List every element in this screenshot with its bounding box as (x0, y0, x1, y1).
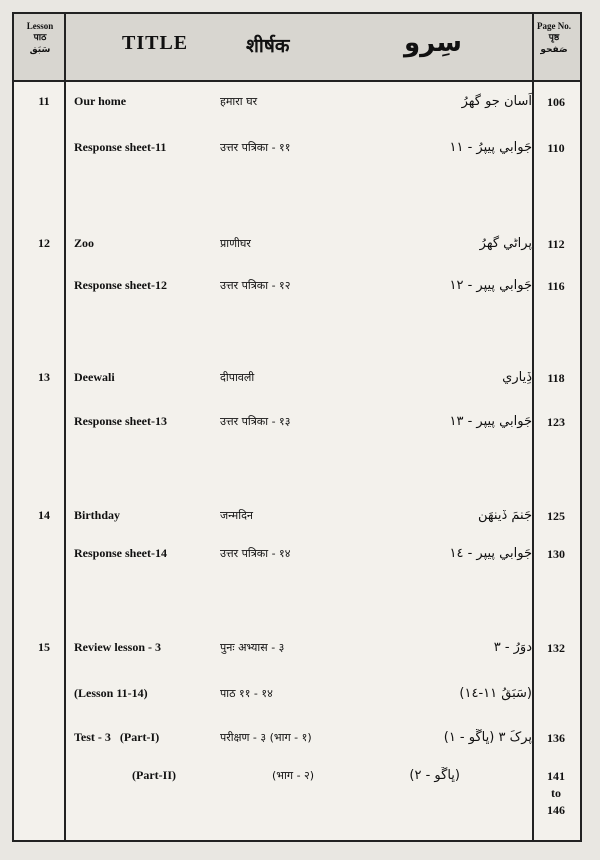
title-english: Response sheet-13 (74, 414, 167, 428)
title-english: Deewali (74, 370, 115, 384)
title-hindi: उत्तर पत्रिका - ११ (220, 141, 291, 154)
title-urdu: جَوابي پيپرُ - ١١ (449, 140, 532, 155)
title-english: Birthday (74, 508, 121, 522)
page-number: 123 (547, 415, 565, 429)
title-urdu: پراڻي گهرُ (479, 236, 532, 251)
lesson-label-en: Lesson (26, 21, 54, 31)
title-english: Response sheet-14 (74, 546, 167, 560)
toc-row (14, 370, 580, 394)
page-number: 141 to 146 (547, 769, 565, 817)
page-number: 136 (547, 731, 565, 745)
lesson-label-hi: पाठ (33, 33, 47, 43)
title-hindi: हमारा घर (220, 95, 258, 108)
header-band (14, 14, 580, 80)
title-hindi: उत्तर पत्रिका - १३ (220, 415, 291, 428)
page-number: 106 (547, 95, 565, 109)
toc-row (14, 94, 580, 118)
lesson-column-header (16, 20, 64, 56)
title-english: Response sheet-11 (74, 140, 167, 154)
title-hindi: पाठ ११ - १४ (220, 687, 273, 700)
title-en: TITLE (122, 32, 189, 54)
title-urdu: جَوابي پيپر - ١٤ (449, 546, 532, 561)
title-hindi: पुनः अभ्यास - ३ (220, 641, 285, 654)
title-hindi: उत्तर पत्रिका - १२ (220, 279, 291, 292)
title-urdu: جَنمَ ڏينهَن (478, 508, 532, 523)
title-hindi: प्राणीघर (220, 237, 251, 250)
toc-row (14, 640, 580, 664)
page-number: 110 (547, 141, 565, 155)
title-hindi: दीपावली (220, 371, 255, 384)
page-number: 132 (547, 641, 565, 655)
toc-row (14, 414, 580, 438)
lesson-number: 12 (38, 236, 50, 250)
title-hi: शीर्षक (246, 35, 290, 57)
page-label-en: Page No. (537, 21, 571, 31)
title-english: Response sheet-12 (74, 278, 167, 292)
toc-row (14, 236, 580, 260)
page-label-ur: صَفحو (540, 45, 568, 55)
toc-row (14, 140, 580, 164)
lesson-number: 14 (38, 508, 50, 522)
title-english: Our home (74, 94, 127, 108)
page-number: 125 (547, 509, 565, 523)
page-label-hi: पृष्ठ (548, 33, 560, 43)
title-hindi: परीक्षण - ३ (भाग - १) (220, 731, 312, 744)
header-divider (14, 80, 580, 82)
title-hindi: (भाग - २) (272, 769, 315, 782)
lesson-number: 11 (38, 94, 50, 108)
title-urdu: ڏِياري (502, 370, 532, 385)
title-english: (Part-II) (132, 768, 176, 782)
toc-row (14, 546, 580, 570)
title-english: (Lesson 11-14) (74, 686, 148, 700)
title-urdu: جَوابي پيپر - ١٣ (449, 414, 532, 429)
title-urdu: (سَبَقُ ١١-١٤) (459, 686, 532, 701)
toc-row (14, 508, 580, 532)
title-hindi: जन्मदिन (220, 509, 254, 522)
title-english: Test - 3 (Part-I) (74, 730, 160, 744)
page-number: 130 (547, 547, 565, 561)
title-urdu: پرکَ ٣ (ڀاڱو - ١) (443, 730, 532, 745)
page-column-header (530, 20, 578, 56)
toc-row (14, 730, 580, 754)
toc-row (14, 768, 580, 838)
title-urdu: (ڀاڱو - ٢) (409, 768, 460, 783)
lesson-number: 13 (38, 370, 50, 384)
title-urdu: جَوابي پيپر - ١٢ (449, 278, 532, 293)
title-hindi: उत्तर पत्रिका - १४ (220, 547, 291, 560)
title-ur: سِرو (404, 28, 462, 58)
title-english: Review lesson - 3 (74, 640, 161, 654)
toc-row (14, 278, 580, 302)
table-of-contents (12, 12, 582, 842)
lesson-label-ur: سَبَق (29, 45, 51, 55)
page-number: 118 (547, 371, 565, 385)
title-urdu: اَسان جو گهرُ (461, 94, 532, 109)
title-english: Zoo (74, 236, 95, 250)
toc-row (14, 686, 580, 710)
page-number: 112 (547, 237, 565, 251)
page-number: 116 (547, 279, 565, 293)
lesson-number: 15 (38, 640, 50, 654)
title-urdu: دوَرُ - ٣ (493, 640, 532, 655)
